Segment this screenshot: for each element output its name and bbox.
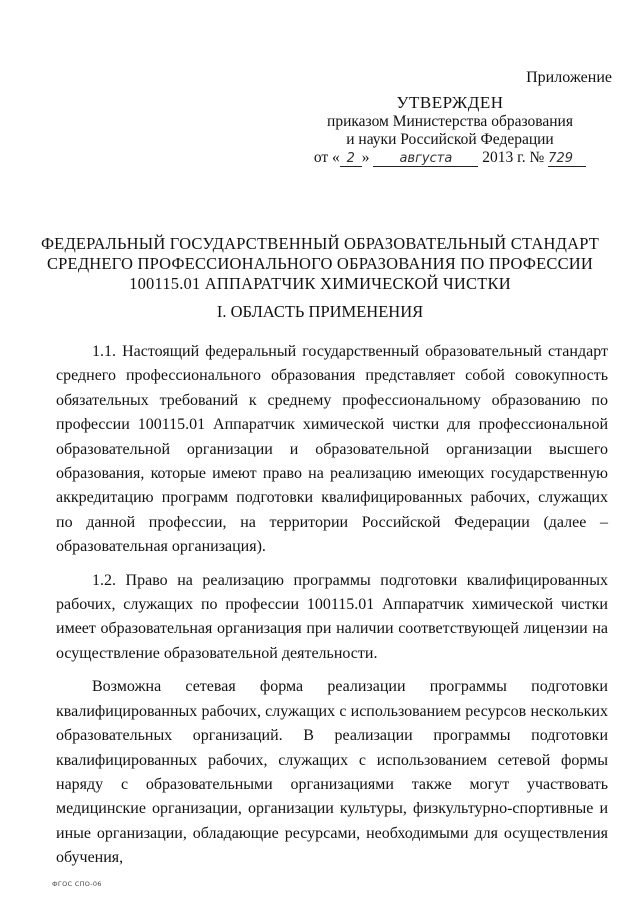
appendix-label: Приложение bbox=[526, 69, 612, 86]
date-quote-close: » bbox=[361, 149, 370, 166]
approved-heading: УТВЕРЖДЕН bbox=[396, 93, 504, 112]
order-date-line bbox=[300, 149, 600, 167]
date-year: 2013 г. № bbox=[482, 149, 545, 166]
handwritten-day: 2 bbox=[340, 152, 362, 167]
approval-block bbox=[300, 94, 600, 167]
order-line-2: и науки Российской Федерации bbox=[346, 131, 554, 148]
paragraph-1-1: 1.1. Настоящий федеральный государственный образовательный стандарт среднего профессионального образования представляет собой совокупность обязательных требований к среднему профессиональному образованию по профессии 100115.01 Аппаратчик химической чистки для профессиональной образовательной организации и образовательной организации высшего образования, которые имеют право на реализацию имеющих государственную аккредитацию программ подготовки квалифицированных рабочих, служащих по данной профессии, на территории Российской Федерации (далее – образовательная организация). bbox=[56, 343, 608, 556]
footer-code: ФГОС СПО-06 bbox=[52, 880, 102, 888]
date-prefix: от « bbox=[313, 149, 340, 166]
paragraph-network-form: Возможна сетевая форма реализации программы подготовки квалифицированных рабочих, служащих с использованием ресурсов нескольких образовательных организаций. В реализации программы подготовки квалифицированных рабочих, служащих с использованием сетевой формы наряду с образовательными организациями также могут участвовать медицинские организации, организации культуры, физкультурно-спортивные и иные организации, обладающие ресурсами, необходимыми для осуществления обучения, bbox=[56, 678, 608, 867]
document-body bbox=[56, 340, 608, 880]
order-line-1: приказом Министерства образования bbox=[327, 113, 573, 130]
paragraph-1-2: 1.2. Право на реализацию программы подготовки квалифицированных рабочих, служащих по профессии 100115.01 Аппаратчик химической чистки имеет образовательная организация при наличии соответствующей лицензии на осуществление образовательной деятельности. bbox=[56, 571, 608, 662]
section-heading: I. ОБЛАСТЬ ПРИМЕНЕНИЯ bbox=[216, 302, 424, 321]
document-title: ФЕДЕРАЛЬНЫЙ ГОСУДАРСТВЕННЫЙ ОБРАЗОВАТЕЛЬНЫЙ СТАНДАРТ СРЕДНЕГО ПРОФЕССИОНАЛЬНОГО ОБРАЗОВАНИЯ ПО ПРОФЕССИИ 100115.01 АППАРАТЧИК ХИМИЧЕСКОЙ ЧИСТКИ bbox=[40, 234, 600, 293]
handwritten-order-number: 729 bbox=[548, 152, 586, 167]
handwritten-month: августа bbox=[373, 152, 478, 167]
